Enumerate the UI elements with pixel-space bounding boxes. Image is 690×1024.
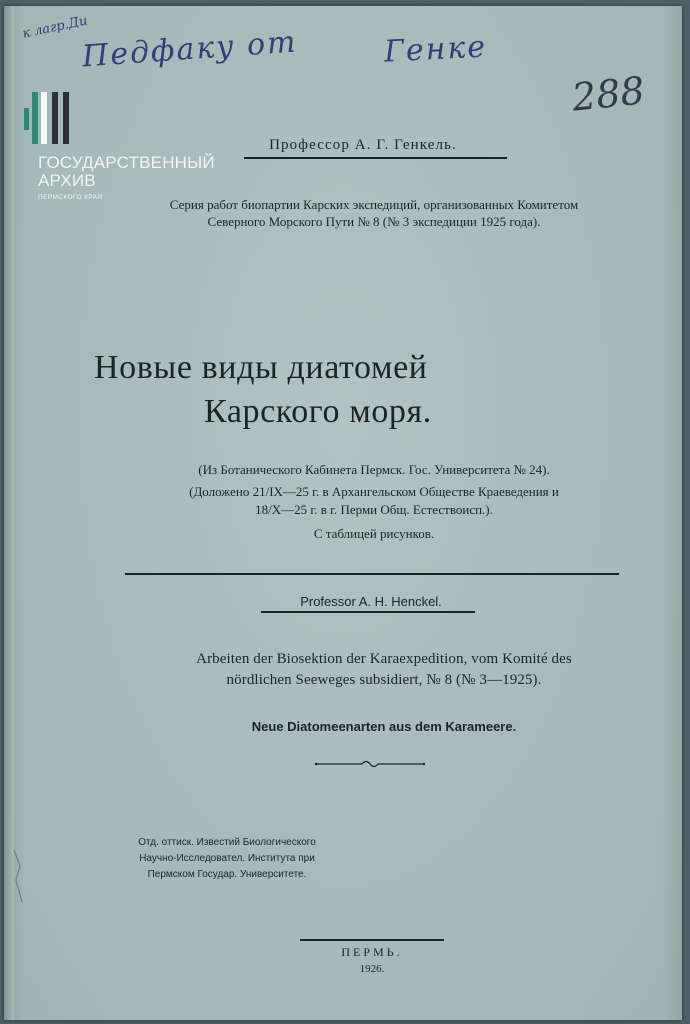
title-russian-line2: Карского моря.	[204, 393, 432, 430]
archive-logo-line1: ГОСУДАРСТВЕННЫЙ	[38, 153, 215, 172]
ornament-divider-icon	[314, 756, 426, 772]
info-reported	[94, 483, 654, 519]
handwritten-corner-note: к лагр.Ди	[21, 13, 89, 42]
handwritten-signature: Генке	[383, 29, 488, 70]
author-russian: Профессор А. Г. Генкель.	[269, 137, 457, 153]
offprint-line1: Отд. оттиск. Известий Биологического	[138, 837, 316, 848]
archive-logo-icon	[22, 90, 76, 146]
info-reported-line2: 18/X—25 г. в г. Перми Общ. Естествоисп.).	[255, 502, 493, 517]
series-ru-line1: Серия работ биопартии Карских экспедиций, организованных Комитетом	[169, 197, 579, 212]
offprint-line3: Пермском Государ. Университете.	[147, 869, 307, 880]
author-underline	[244, 157, 507, 159]
imprint-city: ПЕРМЬ.	[341, 945, 403, 959]
imprint-rule	[300, 939, 444, 941]
series-de-line1: Arbeiten der Biosektion der Karaexpedition, vom Komité des	[196, 651, 572, 667]
info-plates: С таблицей рисунков.	[313, 526, 435, 541]
archive-logo-line3: ПЕРМСКОГО КРАЯ	[38, 194, 103, 201]
section-divider	[125, 573, 619, 575]
author-german: Professor A. H. Henckel.	[300, 594, 442, 609]
offprint-line2: Научно-Исследовател. Института при	[139, 853, 315, 864]
handwritten-shelf-number: 288	[569, 68, 647, 120]
series-german	[114, 649, 654, 691]
title-german: Neue Diatomeenarten aus dem Karameere.	[251, 719, 517, 734]
document-page	[4, 6, 682, 1020]
series-russian	[94, 196, 654, 230]
handwritten-dedication: Педфаку от	[81, 24, 299, 75]
imprint-year: 1926.	[359, 963, 385, 975]
author-german-underline	[261, 611, 475, 613]
offprint-note	[107, 835, 347, 883]
series-de-line2: nördlichen Seeweges subsidiert, № 8 (№ 3—1925).	[226, 672, 542, 688]
info-source: (Из Ботанического Кабинета Пермск. Гос. Университета № 24).	[198, 462, 550, 477]
title-russian-line1: Новые виды диатомей	[94, 349, 428, 386]
archive-logo-text	[38, 154, 215, 190]
info-reported-line1: (Доложено 21/IX—25 г. в Архангельском Обществе Краеведения и	[189, 484, 559, 499]
series-ru-line2: Северного Морского Пути № 8 (№ 3 экспедиции 1925 года).	[207, 214, 541, 229]
paper-damage-mark	[10, 846, 34, 906]
archive-logo-line2: АРХИВ	[38, 171, 96, 190]
